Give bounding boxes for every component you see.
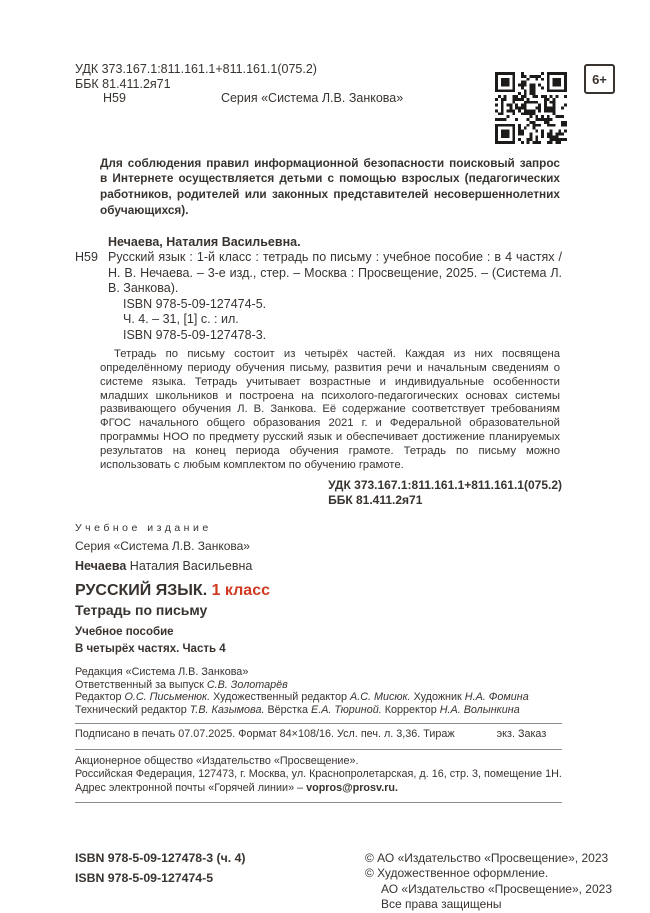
isbn-set-line: ISBN 978-5-09-127474-5. bbox=[123, 296, 267, 311]
footer-block bbox=[75, 850, 613, 912]
divider-bottom bbox=[75, 802, 562, 803]
credit-label: Художник bbox=[410, 691, 465, 704]
copyright-line-1: © АО «Издательство «Просвещение», 2023 bbox=[365, 850, 609, 865]
bbk-top: ББК 81.411.2я71 bbox=[75, 76, 171, 91]
publisher-address: Российская Федерация, 127473, г. Москва, ул. Краснопролетарская, д. 16, стр. 3, помещение 1Н. bbox=[75, 768, 562, 781]
annotation-paragraph: Тетрадь по письму состоит из четырёх частей. Каждая из них посвящена определённому периоду обучения письму, развития речи и начальным сведениям о системе языка. Тетрадь учитывает возрастные и индивидуальные особенности младших школьников и построена на психолого-педагогических основах системы развивающего обучения Л. В. Занкова. Её содержание соответствует требованиям ФГОС начального общего образования 2021 г. и Федеральной образовательной программы НОО по предмету русский язык и обеспечивает достижение планируемых результатов на конец периода обучения грамоте. Тетрадь по письму можно использовать с любым комплектом по обучению грамоте. bbox=[100, 348, 560, 471]
udk-top: УДК 373.167.1:811.161.1+811.161.1(075.2) bbox=[75, 62, 317, 76]
print-info-line bbox=[75, 727, 562, 742]
credits-line-editors bbox=[75, 691, 562, 703]
age-rating-label: 6+ bbox=[592, 71, 607, 87]
copyright-line-2: © Художественное оформление. bbox=[365, 866, 549, 881]
email-address: vopros@prosv.ru. bbox=[306, 781, 399, 794]
author-given-name: Наталия Васильевна bbox=[126, 559, 253, 574]
header-codes bbox=[75, 62, 562, 106]
credit-label: Технический редактор bbox=[75, 703, 190, 716]
divider-middle bbox=[75, 749, 562, 750]
bbk-bottom: ББК 81.411.2я71 bbox=[328, 493, 423, 508]
credit-name: Е.А. Тюриной. bbox=[311, 703, 382, 716]
book-title-main: РУССКИЙ ЯЗЫК. bbox=[75, 582, 212, 600]
divider-top bbox=[75, 723, 562, 724]
safety-notice: Для соблюдения правил информационной безопасности поисковый запрос в Интернете осуществляется детьми с помощью взрослых (педагогических работников, родителей или законных представителей несовершеннолетних обучающихся). bbox=[100, 155, 560, 217]
part-info-line: Ч. 4. – 31, [1] с. : ил. bbox=[123, 312, 239, 327]
credit-name: Н.А. Волынкина bbox=[439, 703, 520, 716]
edition-block bbox=[75, 521, 562, 657]
publisher-email-line bbox=[75, 782, 562, 795]
credits-line-technical bbox=[75, 704, 562, 716]
footer-isbn-set: ISBN 978-5-09-127474-5 bbox=[75, 870, 214, 885]
staff-credits bbox=[75, 666, 562, 716]
biblio-description bbox=[75, 250, 562, 297]
copyright-line-4: Все права защищены bbox=[381, 897, 502, 912]
credit-label: Редактор bbox=[75, 691, 125, 704]
classification-inner bbox=[328, 478, 562, 508]
book-title bbox=[75, 582, 562, 600]
biblio-description-text: Русский язык : 1-й класс : тетрадь по письму : учебное пособие : в 4 частях / Н. В. Нечаева. – 3-е изд., стер. – Москва : Просвещение, 2025. – (Система Л. В. Занкова). bbox=[108, 250, 562, 296]
credit-label: Художественный редактор bbox=[210, 691, 351, 704]
udk-bottom: УДК 373.167.1:811.161.1+811.161.1(075.2) bbox=[328, 478, 562, 493]
email-label: Адрес электронной почты «Горячей линии» – bbox=[75, 781, 307, 794]
copyright-block bbox=[365, 851, 612, 913]
qr-code-icon bbox=[495, 72, 567, 144]
edition-kind: Учебное пособие bbox=[75, 626, 174, 639]
isbn-part-line: ISBN 978-5-09-127478-3. bbox=[123, 327, 267, 342]
author-surname: Нечаева bbox=[75, 559, 127, 574]
author-sign-code: Н59 bbox=[103, 91, 126, 105]
footer-isbn-part: ISBN 978-5-09-127478-3 (ч. 4) bbox=[75, 850, 246, 865]
publisher-name: Акционерное общество «Издательство «Просвещение». bbox=[75, 754, 359, 767]
book-title-grade: 1 класс bbox=[211, 582, 270, 600]
series-title-top: Серия «Система Л.В. Занкова» bbox=[220, 91, 404, 105]
credit-name: Н.А. Фомина bbox=[464, 691, 529, 704]
credit-name: Т.В. Казымова. bbox=[189, 703, 265, 716]
credit-label: Вёрстка bbox=[264, 703, 311, 716]
publisher-block bbox=[75, 755, 562, 795]
code-series-row bbox=[75, 91, 562, 106]
biblio-isbn-block bbox=[75, 297, 562, 344]
copyright-line-3: АО «Издательство «Просвещение», 2023 bbox=[381, 881, 613, 896]
biblio-author: Нечаева, Наталия Васильевна. bbox=[108, 234, 301, 249]
responsible-name: С.В. Золотарёв bbox=[206, 678, 288, 691]
credit-name: О.С. Письменюк. bbox=[124, 691, 211, 704]
print-info-right: экз. Заказ bbox=[496, 727, 547, 740]
book-subtitle: Тетрадь по письму bbox=[75, 602, 208, 619]
print-info-left: Подписано в печать 07.07.2025. Формат 84×108/16. Усл. печ. л. 3,36. Тираж bbox=[75, 727, 455, 740]
bibliographic-record bbox=[75, 235, 562, 344]
credit-label: Корректор bbox=[381, 703, 440, 716]
age-rating-badge bbox=[584, 64, 615, 94]
responsible-label: Ответственный за выпуск bbox=[75, 678, 207, 691]
classification-codes bbox=[75, 478, 562, 508]
credit-name: А.С. Мисюк. bbox=[350, 691, 411, 704]
edition-type: Учебное издание bbox=[75, 522, 212, 535]
editorial-line: Редакция «Система Л.В. Занкова» bbox=[75, 666, 249, 679]
edition-parts: В четырёх частях. Часть 4 bbox=[75, 643, 226, 656]
edition-author bbox=[75, 559, 562, 574]
responsible-line bbox=[75, 679, 562, 691]
biblio-code: Н59 bbox=[75, 250, 98, 265]
edition-series: Серия «Система Л.В. Занкова» bbox=[75, 539, 250, 554]
